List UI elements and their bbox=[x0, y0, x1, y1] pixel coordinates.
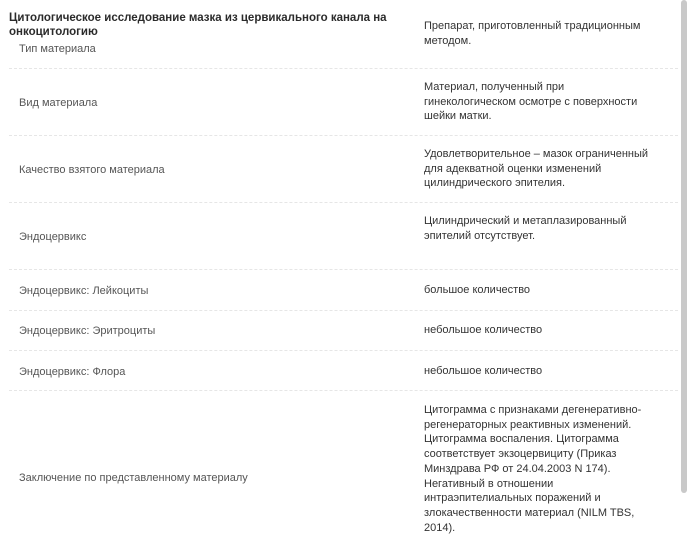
row-label: Эндоцервикс: Эритроциты bbox=[19, 325, 156, 337]
table-row-material-kind bbox=[9, 69, 678, 136]
row-value: большое количество bbox=[424, 284, 531, 296]
report-title: Цитологическое исследование мазка из цервикального канала на онкоцитологию bbox=[9, 12, 387, 38]
table-row-leukocytes bbox=[9, 270, 678, 311]
row-label: Качество взятого материала bbox=[19, 164, 165, 176]
row-value: Удовлетворительное – мазок ограниченный для адекватной оценки изменений цилиндрического эпителия. bbox=[424, 148, 649, 190]
row-label: Тип материала bbox=[19, 43, 96, 55]
row-value: Материал, полученный при гинекологическом осмотре с поверхности шейки матки. bbox=[424, 81, 638, 123]
row-label: Эндоцервикс: Флора bbox=[19, 366, 126, 378]
row-label: Заключение по представленному материалу bbox=[19, 472, 248, 484]
vertical-scrollbar[interactable] bbox=[681, 0, 687, 493]
row-label: Эндоцервикс bbox=[19, 231, 87, 243]
table-row-material-quality bbox=[9, 136, 678, 203]
table-row-endocervix bbox=[9, 203, 678, 270]
row-label: Вид материала bbox=[19, 97, 98, 109]
table-row-material-type bbox=[9, 14, 678, 69]
table-row-flora bbox=[9, 351, 678, 391]
table-row-conclusion bbox=[9, 391, 678, 547]
row-value: Цитограмма с признаками дегенеративно-регенераторных реактивных изменений. Цитограмма воспаления. Цитограмма соответствует экзоцервициту (Приказ Минздрава РФ от 24.04.2003 N 174). Негативный в отношении интраэпителиальных поражений и злокачественности материал (NILM TBS, 2014). bbox=[424, 404, 642, 534]
row-label: Эндоцервикс: Лейкоциты bbox=[19, 285, 149, 297]
row-value: небольшое количество bbox=[424, 324, 543, 336]
row-value: Цилиндрический и метаплазированный эпителий отсутствует. bbox=[424, 215, 627, 242]
table-row-erythrocytes bbox=[9, 311, 678, 351]
row-value: небольшое количество bbox=[424, 365, 543, 377]
row-value: Препарат, приготовленный традиционным методом. bbox=[424, 20, 641, 47]
